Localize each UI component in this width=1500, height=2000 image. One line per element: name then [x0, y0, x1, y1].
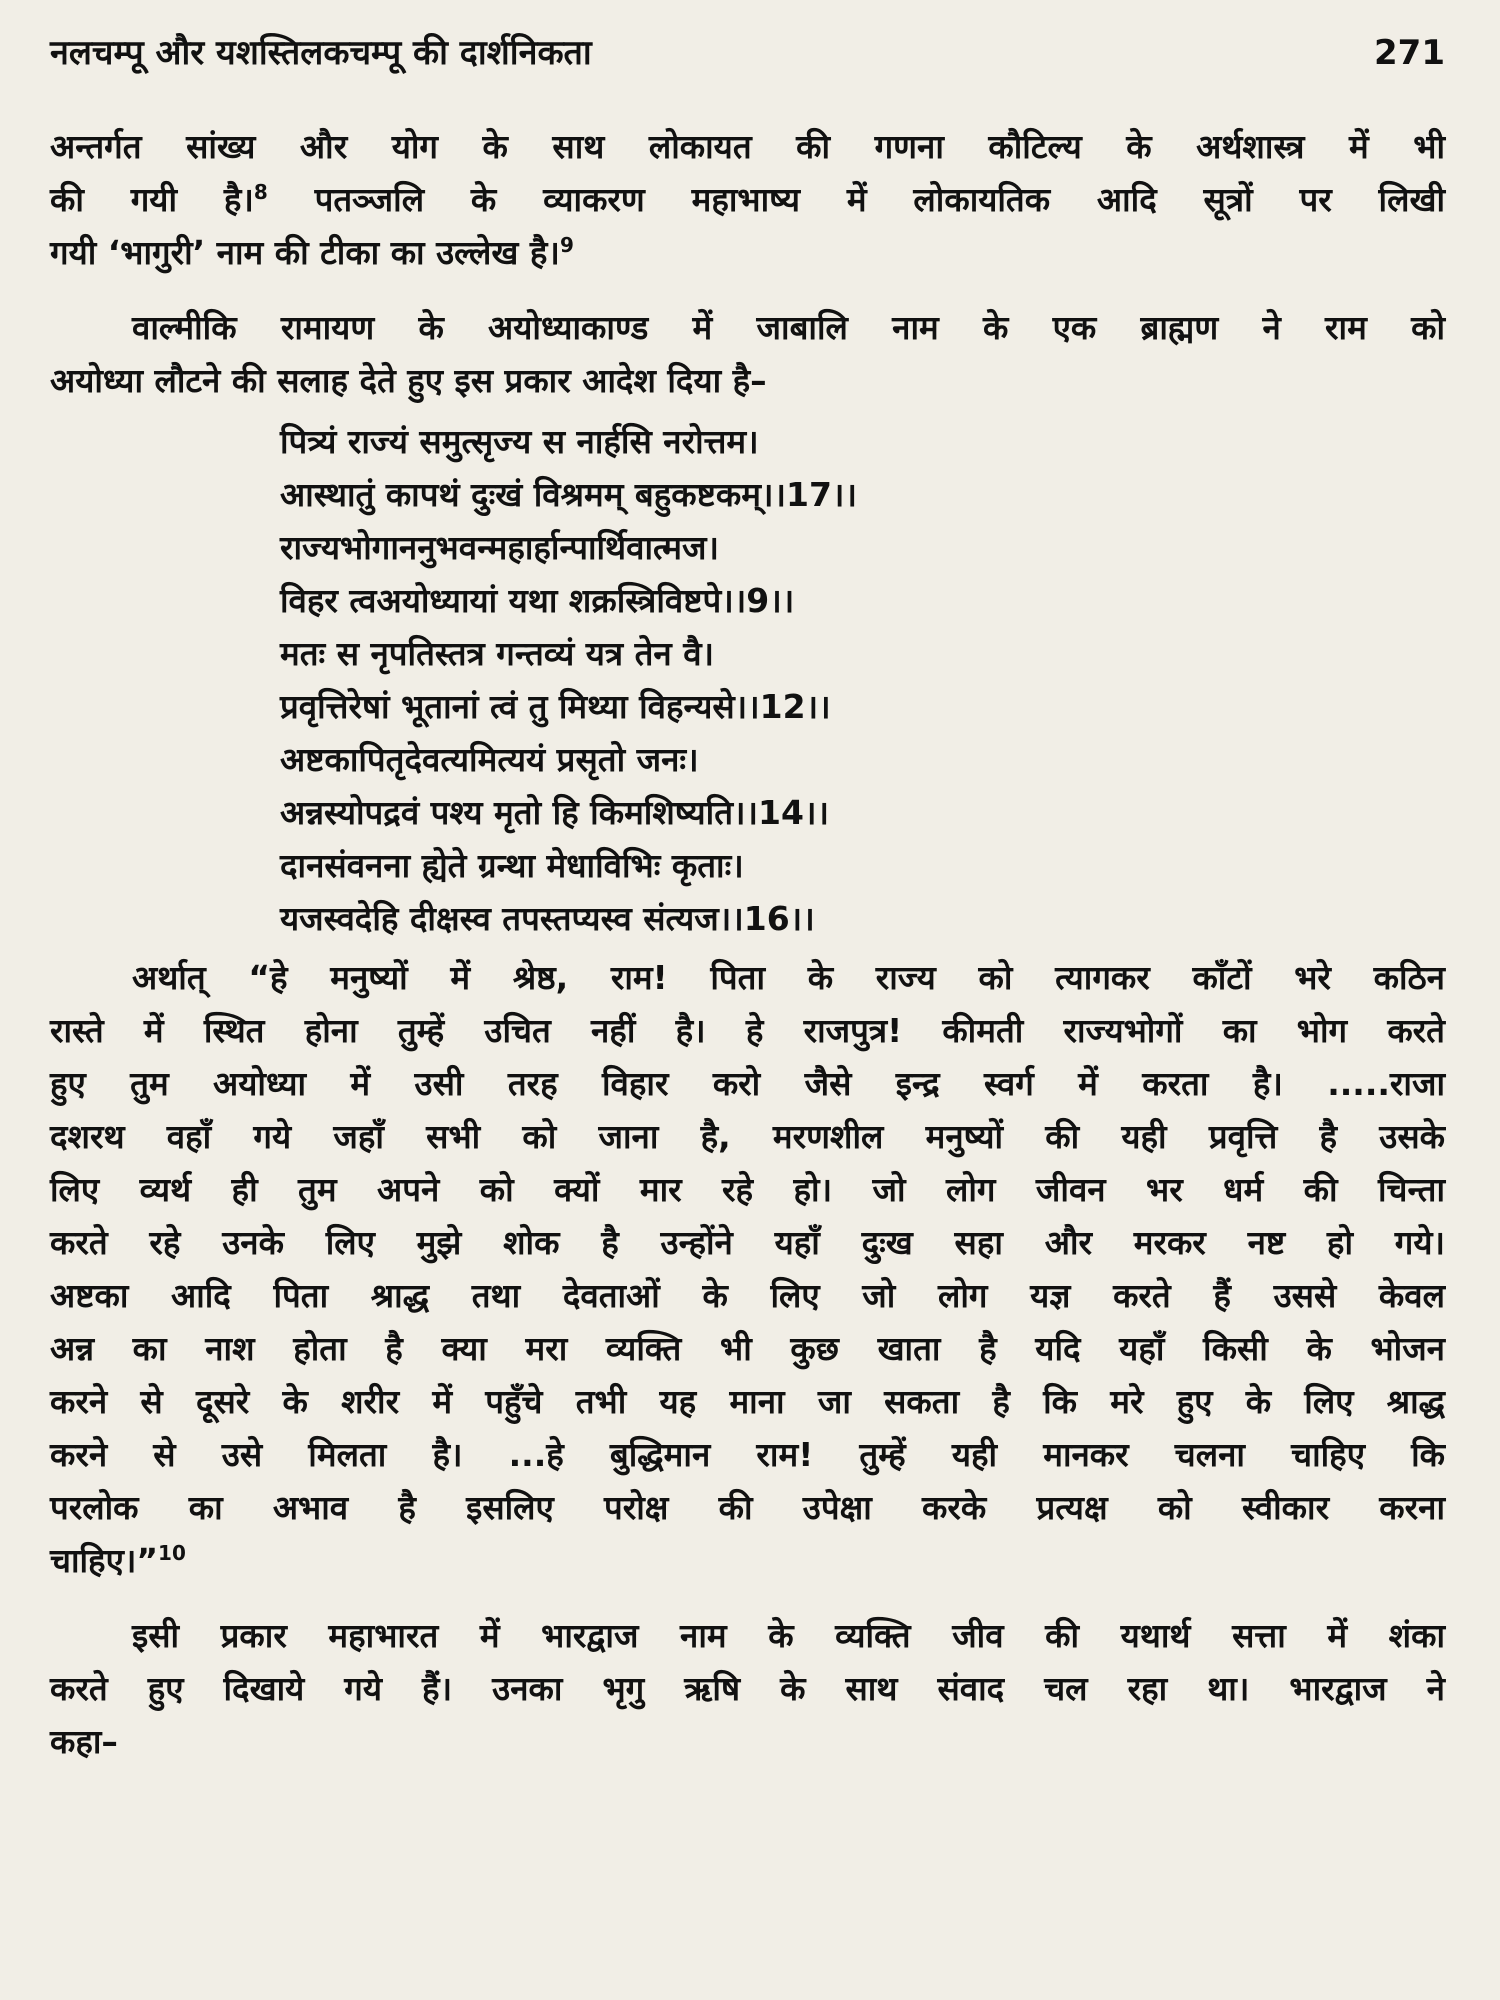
verse-line: प्रवृत्तिरेषां भूतानां त्वं तु मिथ्या विहन्यसे।।12।।	[280, 687, 831, 726]
text-segment: की गयी है।	[50, 180, 254, 219]
sanskrit-verse-block	[50, 415, 1445, 945]
text-line: करने से दूसरे के शरीर में पहुँचे तभी यह माना जा सकता है कि मरे हुए के लिए श्राद्ध	[50, 1382, 1445, 1421]
text-line	[50, 1534, 1445, 1587]
text-line: करते रहे उनके लिए मुझे शोक है उन्होंने यहाँ दुःख सहा और मरकर नष्ट हो गये।	[50, 1223, 1445, 1262]
text-line: अयोध्या लौटने की सलाह देते हुए इस प्रकार आदेश दिया है–	[50, 361, 767, 400]
chapter-title: नलचम्पू और यशस्तिलकचम्पू की दार्शनिकता	[50, 33, 592, 73]
verse-line: राज्यभोगाननुभवन्महार्हान्पार्थिवात्मज।	[280, 528, 720, 567]
footnote-ref-10: 10	[158, 1541, 186, 1565]
text-line	[50, 226, 1445, 279]
page-number: 271	[1374, 33, 1445, 73]
text-segment: चाहिए।”	[50, 1541, 159, 1580]
text-line: अर्थात् “हे मनुष्यों में श्रेष्ठ, राम! पिता के राज्य को त्यागकर काँटों भरे कठिन	[132, 958, 1445, 997]
text-line: इसी प्रकार महाभारत में भारद्वाज नाम के व्यक्ति जीव की यथार्थ सत्ता में शंका	[132, 1616, 1445, 1655]
verse-line: यजस्वदेहि दीक्षस्व तपस्तप्यस्व संत्यज।।16।।	[280, 899, 815, 938]
text-line: अन्तर्गत सांख्य और योग के साथ लोकायत की गणना कौटिल्य के अर्थशास्त्र में भी	[50, 127, 1445, 166]
text-line: अन्न का नाश होता है क्या मरा व्यक्ति भी कुछ खाता है यदि यहाँ किसी के भोजन	[50, 1329, 1445, 1368]
footnote-ref-8: 8	[253, 180, 268, 204]
text-line: अष्टका आदि पिता श्राद्ध तथा देवताओं के लिए जो लोग यज्ञ करते हैं उससे केवल	[50, 1276, 1445, 1315]
verse-line: अन्नस्योपद्रवं पश्य मृतो हि किमशिष्यति।।14।।	[280, 793, 829, 832]
footnote-ref-9: 9	[559, 233, 574, 257]
paragraph-4	[50, 1609, 1445, 1768]
paragraph-3	[50, 951, 1445, 1587]
paragraph-1	[50, 120, 1445, 279]
text-line: कहा–	[50, 1722, 118, 1761]
verse-line: दानसंवनना ह्येते ग्रन्था मेधाविभिः कृताः।	[280, 846, 744, 885]
text-line: वाल्मीकि रामायण के अयोध्याकाण्ड में जाबालि नाम के एक ब्राह्मण ने राम को	[132, 308, 1445, 347]
verse-line: मतः स नृपतिस्तत्र गन्तव्यं यत्र तेन वै।	[280, 634, 715, 673]
paragraph-2	[50, 301, 1445, 407]
text-line: दशरथ वहाँ गये जहाँ सभी को जाना है, मरणशील मनुष्यों की यही प्रवृत्ति है उसके	[50, 1117, 1445, 1156]
verse-line: विहर त्वअयोध्यायां यथा शक्रस्त्रिविष्टपे।।9।।	[280, 581, 795, 620]
verse-line: अष्टकापितृदेवत्यमित्ययं प्रसृतो जनः।	[280, 740, 699, 779]
page-body	[50, 120, 1445, 1768]
text-line: करते हुए दिखाये गये हैं। उनका भृगु ऋषि के साथ संवाद चल रहा था। भारद्वाज ने	[50, 1669, 1445, 1708]
text-segment: पतञ्जलि के व्याकरण महाभाष्य में लोकायतिक आदि सूत्रों पर लिखी	[267, 180, 1446, 219]
text-line: परलोक का अभाव है इसलिए परोक्ष की उपेक्षा करके प्रत्यक्ष को स्वीकार करना	[50, 1488, 1445, 1527]
text-line: रास्ते में स्थित होना तुम्हें उचित नहीं है। हे राजपुत्र! कीमती राज्यभोगों का भोग करते	[50, 1011, 1445, 1050]
running-header	[50, 28, 1445, 88]
verse-line: आस्थातुं कापथं दुःखं विश्रमम् बहुकष्टकम्।।17।।	[280, 475, 857, 514]
text-line: करने से उसे मिलता है। ...हे बुद्धिमान राम! तुम्हें यही मानकर चलना चाहिए कि	[50, 1435, 1445, 1474]
text-line: हुए तुम अयोध्या में उसी तरह विहार करो जैसे इन्द्र स्वर्ग में करता है। .....राजा	[50, 1064, 1445, 1103]
text-segment: गयी ‘भागुरी’ नाम की टीका का उल्लेख है।	[50, 233, 560, 272]
text-line: लिए व्यर्थ ही तुम अपने को क्यों मार रहे हो। जो लोग जीवन भर धर्म की चिन्ता	[50, 1170, 1445, 1209]
verse-line: पित्र्यं राज्यं समुत्सृज्य स नार्हसि नरोत्तम।	[280, 422, 759, 461]
text-line	[50, 173, 1445, 226]
